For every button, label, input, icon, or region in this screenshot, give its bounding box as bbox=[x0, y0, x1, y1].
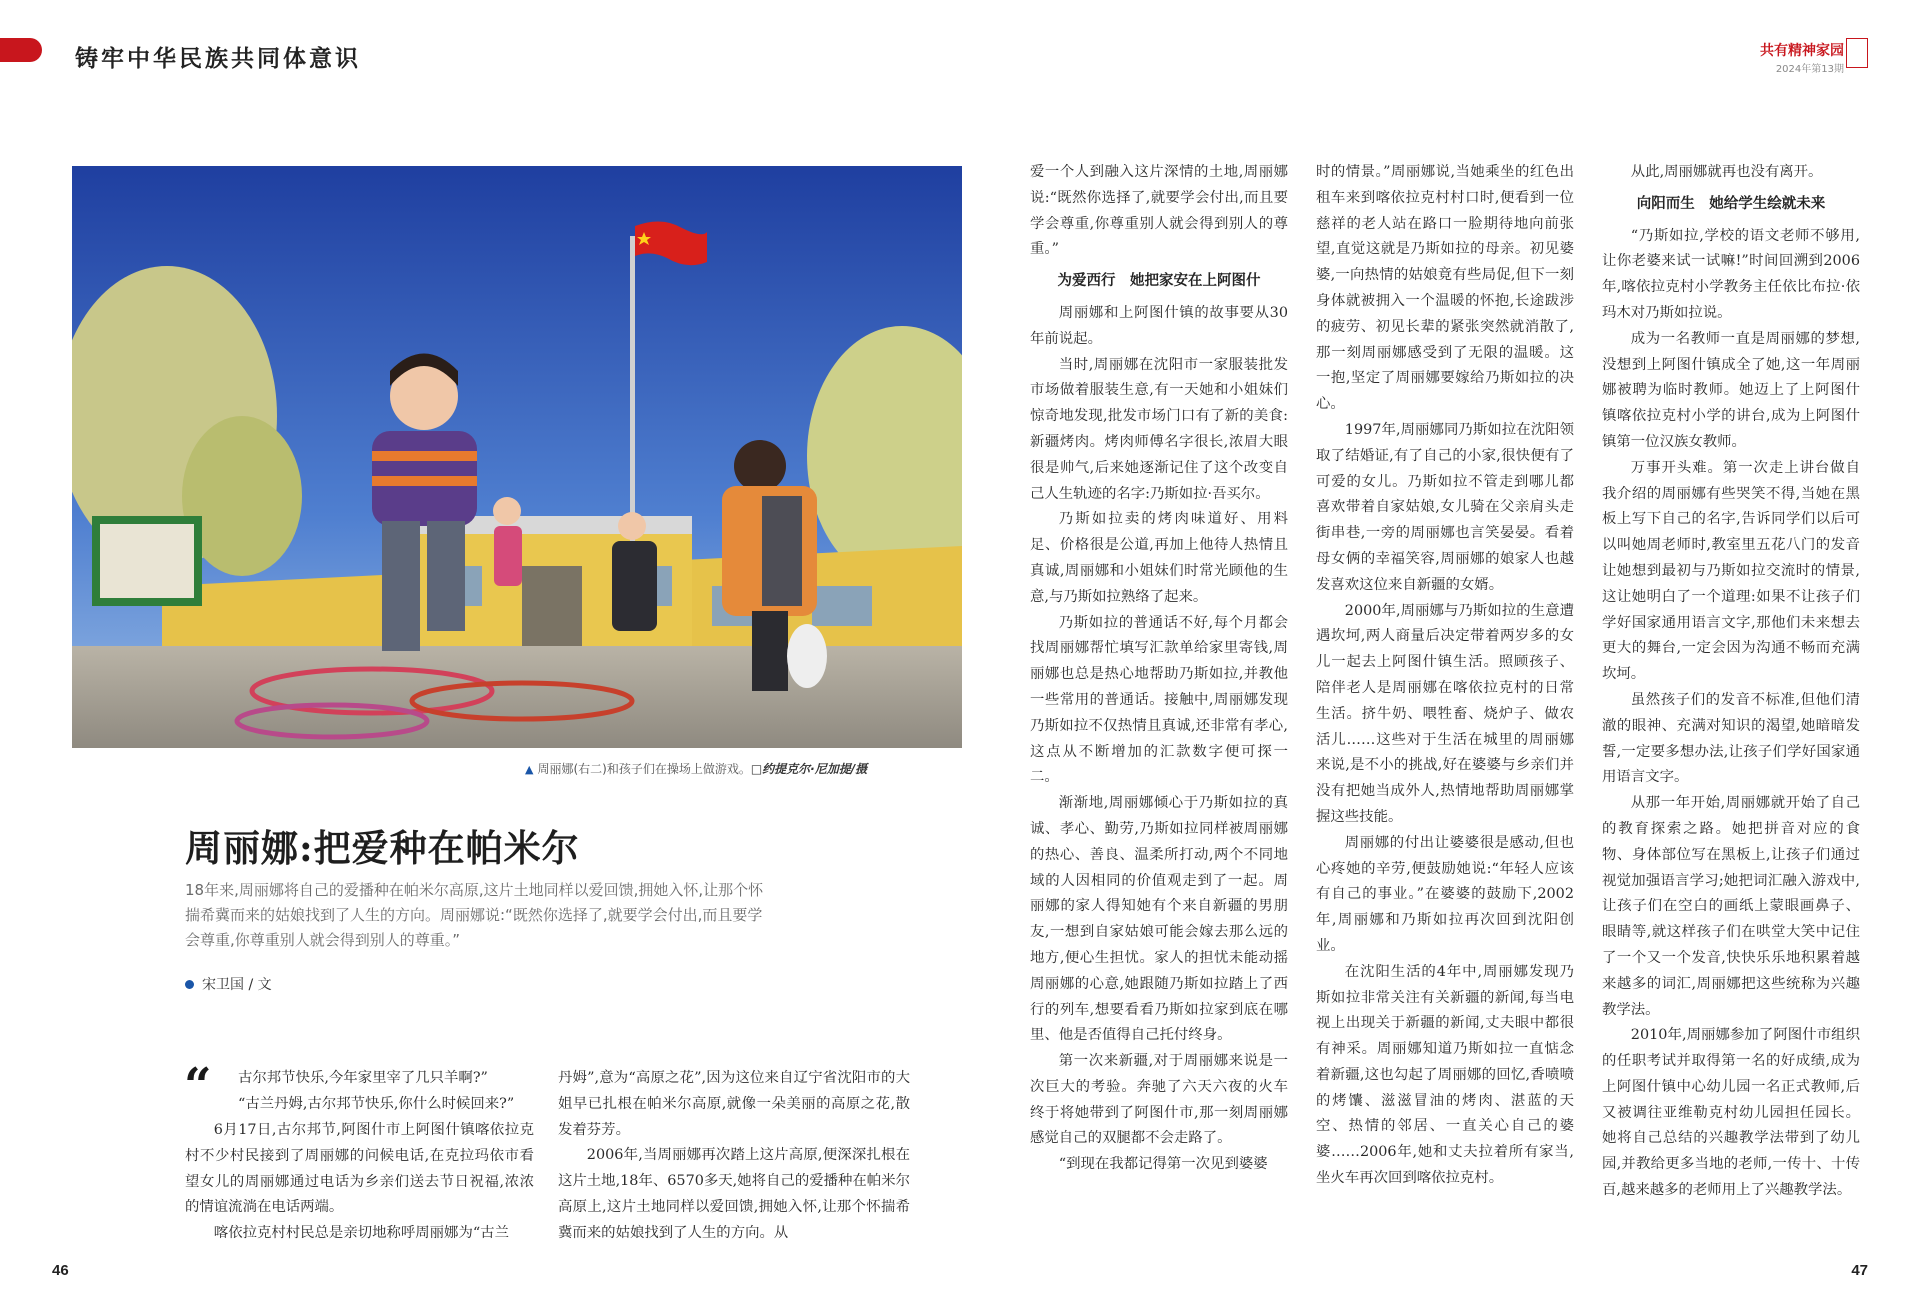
caption-text: 周丽娜(右二)和孩子们在操场上做游戏。 bbox=[537, 762, 751, 776]
article-photo bbox=[72, 166, 962, 748]
page-number-left: 46 bbox=[52, 1262, 69, 1279]
paragraph: 成为一名教师一直是周丽娜的梦想,没想到上阿图什镇成全了她,这一年周丽娜被聘为临时教师。她迈上了上阿图什镇喀依拉克村小学的讲台,成为上阿图什镇第一位汉族女教师。 bbox=[1602, 330, 1860, 450]
subheading: 为爱西行 她把家安在上阿图什 bbox=[1057, 273, 1261, 290]
paragraph: 周丽娜的付出让婆婆很是感动,但也心疼她的辛劳,便鼓励她说:“年轻人应该有自己的事业。”在婆婆的鼓励下,2002年,周丽娜和乃斯如拉再次回到沈阳创业。 bbox=[1316, 834, 1574, 954]
paragraph: 乃斯如拉的普通话不好,每个月都会找周丽娜帮忙填写汇款单给家里寄钱,周丽娜也总是热心地帮助乃斯如拉,并教他一些常用的普通话。接触中,周丽娜发现乃斯如拉不仅热情且真诚,还非常有孝心,这点从不断增加的汇款数字便可探一二。 bbox=[1030, 614, 1288, 786]
section-title: 铸牢中华民族共同体意识 bbox=[75, 45, 361, 72]
paragraph: 2006年,当周丽娜再次踏上这片高原,便深深扎根在这片土地,18年、6570多天,她将自己的爱播种在帕米尔高原上,这片土地同样以爱回馈,拥她入怀,让那个怀揣希冀而来的姑娘找到了人生的方向。从 bbox=[558, 1147, 910, 1241]
quote-mark-icon: “ bbox=[184, 1058, 212, 1114]
paragraph: 2000年,周丽娜与乃斯如拉的生意遭遇坎坷,两人商量后决定带着两岁多的女儿一起去上阿图什镇生活。照顾孩子、陪伴老人是周丽娜在喀依拉克村的日常生活。挤牛奶、喂牲畜、烧炉子、做农活儿……这些对于生活在城里的周丽娜来说,是不小的挑战,好在婆婆与乡亲们并没有把她当成外人,热情地帮助周丽娜掌握这些技能。 bbox=[1316, 602, 1574, 825]
author-name: 宋卫国 / 文 bbox=[202, 977, 272, 993]
paragraph: 乃斯如拉卖的烤肉味道好、用料足、价格很是公道,再加上他待人热情且真诚,周丽娜和小姐妹们时常光顾他的生意,与乃斯如拉熟络了起来。 bbox=[1030, 511, 1288, 605]
photo-credit: □约提克尔·尼加提/摄 bbox=[750, 762, 868, 776]
magazine-issue: 2024年第13期 bbox=[1775, 64, 1844, 75]
paragraph: 时的情景。”周丽娜说,当她乘坐的红色出租车来到喀依拉克村村口时,便看到一位慈祥的老人站在路口一脸期待地向前张望,直觉这就是乃斯如拉的母亲。初见婆婆,一向热情的姑娘竟有些局促,但下一刻身体就被拥入一个温暖的怀抱,长途跋涉的疲劳、初见长辈的紧张突然就消散了,那一刻周丽娜感受到了无限的温暖。这一抱,坚定了周丽娜要嫁给乃斯如拉的决心。 bbox=[1316, 164, 1574, 413]
text-column-3 bbox=[1030, 160, 1288, 1178]
subheading: 向阳而生 她给学生绘就未来 bbox=[1636, 195, 1826, 212]
paragraph: 当时,周丽娜在沈阳市一家服装批发市场做着服装生意,有一天她和小姐妹们惊奇地发现,批发市场门口有了新的美食:新疆烤肉。烤肉师傅名字很长,浓眉大眼很是帅气,后来她逐渐记住了这个改变自己人生轨迹的名字:乃斯如拉·吾买尔。 bbox=[1030, 356, 1288, 502]
article-lede: 18年来,周丽娜将自己的爱播种在帕米尔高原,这片土地同样以爱回馈,拥她入怀,让那个怀揣希冀而来的姑娘找到了人生的方向。周丽娜说:“既然你选择了,就要学会付出,而且要学会尊重,你尊重别人就会得到别人的尊重。” bbox=[185, 881, 764, 949]
playground-photo-illustration bbox=[72, 166, 962, 748]
paragraph: 从此,周丽娜就再也没有离开。 bbox=[1630, 164, 1823, 180]
paragraph: 第一次来新疆,对于周丽娜来说是一次巨大的考验。奔驰了六天六夜的火车终于将她带到了阿图什市,那一刻周丽娜感觉自己的双腿都不会走路了。 bbox=[1030, 1053, 1288, 1147]
paragraph: 6月17日,古尔邦节,阿图什市上阿图什镇喀依拉克村不少村民接到了周丽娜的问候电话,在克拉玛依市看望女儿的周丽娜通过电话为乡亲们送去节日祝福,浓浓的情谊流淌在电话两端。 bbox=[185, 1122, 534, 1216]
article-headline: 周丽娜:把爱种在帕米尔 bbox=[185, 826, 580, 870]
section-marker bbox=[0, 38, 42, 62]
paragraph: 喀依拉克村村民总是亲切地称呼周丽娜为“古兰 bbox=[213, 1225, 509, 1242]
paragraph: 爱一个人到融入这片深情的土地,周丽娜说:“既然你选择了,就要学会付出,而且要学会尊重,你尊重别人就会得到别人的尊重。” bbox=[1030, 164, 1288, 258]
text-column-4 bbox=[1316, 160, 1574, 1192]
page-number-right: 47 bbox=[1851, 1262, 1868, 1279]
text-column-5 bbox=[1602, 160, 1860, 1204]
magazine-logo bbox=[1760, 40, 1844, 75]
paragraph: “古兰丹姆,古尔邦节快乐,你什么时候回来?” bbox=[238, 1095, 515, 1112]
paragraph: 周丽娜和上阿图什镇的故事要从30年前说起。 bbox=[1030, 304, 1288, 347]
paragraph: 1997年,周丽娜同乃斯如拉在沈阳领取了结婚证,有了自己的小家,很快便有了可爱的女儿。乃斯如拉不管走到哪儿都喜欢带着自家姑娘,女儿骑在父亲肩头走街串巷,一旁的周丽娜也言笑晏晏。看着母女俩的幸福笑容,周丽娜的娘家人也越发喜欢这位来自新疆的女婿。 bbox=[1316, 421, 1574, 593]
paragraph: 丹姆”,意为“高原之花”,因为这位来自辽宁省沈阳市的大姐早已扎根在帕米尔高原,就像一朵美丽的高原之花,散发着芬芳。 bbox=[558, 1070, 910, 1138]
paragraph: 渐渐地,周丽娜倾心于乃斯如拉的真诚、孝心、勤劳,乃斯如拉同样被周丽娜的热心、善良、温柔所打动,两个不同地域的人因相同的价值观走到了一起。周丽娜的家人得知她有个来自新疆的男朋友,一想到自家姑娘可能会嫁去那么远的地方,便心生担忧。家人的担忧未能动摇周丽娜的心意,她跟随乃斯如拉踏上了西行的列车,想要看看乃斯如拉家到底在哪里、他是否值得自己托付终身。 bbox=[1030, 795, 1288, 1044]
article-byline bbox=[185, 974, 272, 994]
paragraph: 从那一年开始,周丽娜就开始了自己的教育探索之路。她把拼音对应的食物、身体部位写在黑板上,让孩子们通过视觉加强语言学习;她把词汇融入游戏中,让孩子们在空白的画纸上蒙眼画鼻子、眼睛等,就这样孩子们在哄堂大笑中记住了一个又一个发音,快快乐乐地积累着越来越多的词汇,周丽娜把这些统称为兴趣教学法。 bbox=[1602, 795, 1860, 1018]
paragraph: “到现在我都记得第一次见到婆婆 bbox=[1058, 1156, 1268, 1173]
paragraph: “乃斯如拉,学校的语文老师不够用,让你老婆来试一试嘛!”时间回溯到2006年,喀依拉克村小学教务主任依比布拉·依玛木对乃斯如拉说。 bbox=[1602, 227, 1860, 321]
magazine-name: 共有精神家园 bbox=[1760, 43, 1844, 59]
triangle-icon: ▲ bbox=[525, 763, 534, 776]
paragraph: 2010年,周丽娜参加了阿图什市组织的任职考试并取得第一名的好成绩,成为上阿图什镇中心幼儿园一名正式教师,后又被调往亚维勒克村幼儿园担任园长。她将自己总结的兴趣教学法带到了幼儿园,并教给更多当地的老师,一传十、十传百,越来越多的老师用上了兴趣教学法。 bbox=[1602, 1027, 1860, 1199]
text-column-1 bbox=[238, 1066, 534, 1118]
magazine-seal-logo bbox=[1846, 38, 1868, 68]
paragraph: 在沈阳生活的4年中,周丽娜发现乃斯如拉非常关注有关新疆的新闻,每当电视上出现关于新疆的新闻,丈夫眼中都很有神采。周丽娜知道乃斯如拉一直惦念着新疆,这也勾起了周丽娜的回忆,香喷喷的烤馕、滋滋冒油的烤肉、湛蓝的天空、热情的邻居、一直关心自己的婆婆……2006年,她和丈夫拉着所有家当,坐火车再次回到喀依拉克村。 bbox=[1316, 963, 1574, 1187]
paragraph: 虽然孩子们的发音不标准,但他们清澈的眼神、充满对知识的渴望,她暗暗发誓,一定要多想办法,让孩子们学好国家通用语言文字。 bbox=[1602, 691, 1860, 786]
bullet-icon bbox=[185, 980, 194, 989]
photo-caption bbox=[525, 760, 867, 777]
text-column-2 bbox=[558, 1066, 910, 1247]
paragraph: 古尔邦节快乐,今年家里宰了几只羊啊?” bbox=[238, 1070, 488, 1086]
paragraph: 万事开头难。第一次走上讲台做自我介绍的周丽娜有些哭笑不得,当她在黑板上写下自己的名字,告诉同学们以后可以叫她周老师时,教室里五花八门的发音让她想到最初与乃斯如拉交流时的情景,这让她明白了一个道理:如果不让孩子们学好国家通用语言文字,那他们未来想去更大的舞台,一定会因为沟通不畅而充满坎坷。 bbox=[1602, 459, 1860, 683]
text-column-1b bbox=[185, 1118, 534, 1247]
